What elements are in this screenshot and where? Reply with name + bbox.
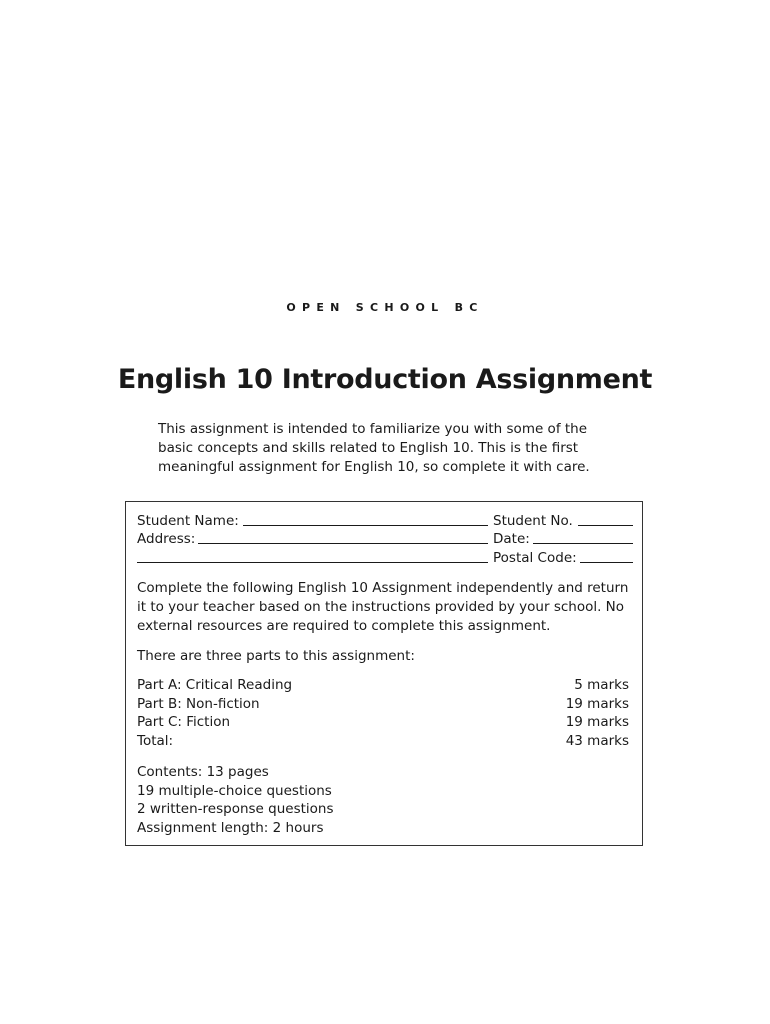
instructions-line: Complete the following English 10 Assignment independently and return: [137, 580, 629, 596]
student-name-label: Student Name:: [137, 513, 239, 529]
instructions-line: external resources are required to complete this assignment.: [137, 618, 551, 634]
contents-line: Assignment length: 2 hours: [137, 819, 324, 836]
parts-list: [137, 676, 629, 750]
student-no-field[interactable]: [578, 525, 633, 526]
assignment-info-box: [125, 501, 643, 846]
postal-code-label: Postal Code:: [493, 550, 577, 566]
address-field-line-1[interactable]: [198, 543, 488, 544]
address-field-line-2[interactable]: [137, 562, 488, 563]
part-label: Part B: Non-fiction: [137, 695, 260, 712]
address-label: Address:: [137, 531, 196, 547]
intro-paragraph: [158, 420, 618, 477]
contents-line: 19 multiple-choice questions: [137, 782, 332, 799]
part-marks: 5 marks: [574, 677, 629, 693]
date-field[interactable]: [533, 543, 633, 544]
parts-intro: There are three parts to this assignment:: [137, 648, 415, 664]
total-marks: 43 marks: [565, 732, 629, 749]
instructions-line: it to your teacher based on the instructions provided by your school. No: [137, 599, 625, 615]
organization-name: OPEN SCHOOL BC: [286, 301, 484, 314]
postal-code-field[interactable]: [580, 562, 633, 563]
date-label: Date:: [493, 531, 530, 547]
part-row: [137, 713, 629, 732]
intro-line: This assignment is intended to familiarize you with some of the: [158, 421, 588, 437]
part-row: [137, 676, 629, 695]
part-label: Part C: Fiction: [137, 714, 231, 731]
student-name-field[interactable]: [243, 525, 488, 526]
document-title: English 10 Introduction Assignment: [117, 364, 653, 395]
total-label: Total:: [137, 732, 174, 749]
part-marks: 19 marks: [565, 714, 629, 731]
part-label: Part A: Critical Reading: [137, 677, 293, 693]
part-row: [137, 695, 629, 714]
student-no-label: Student No.: [493, 513, 573, 529]
contents-line: 2 written-response questions: [137, 801, 334, 818]
instructions-paragraph: [137, 579, 633, 636]
intro-line: meaningful assignment for English 10, so complete it with care.: [158, 459, 590, 475]
contents-list: [137, 763, 334, 837]
contents-line: Contents: 13 pages: [137, 764, 269, 780]
intro-line: basic concepts and skills related to English 10. This is the first: [158, 440, 579, 456]
part-marks: 19 marks: [565, 695, 629, 712]
total-row: [137, 732, 629, 751]
